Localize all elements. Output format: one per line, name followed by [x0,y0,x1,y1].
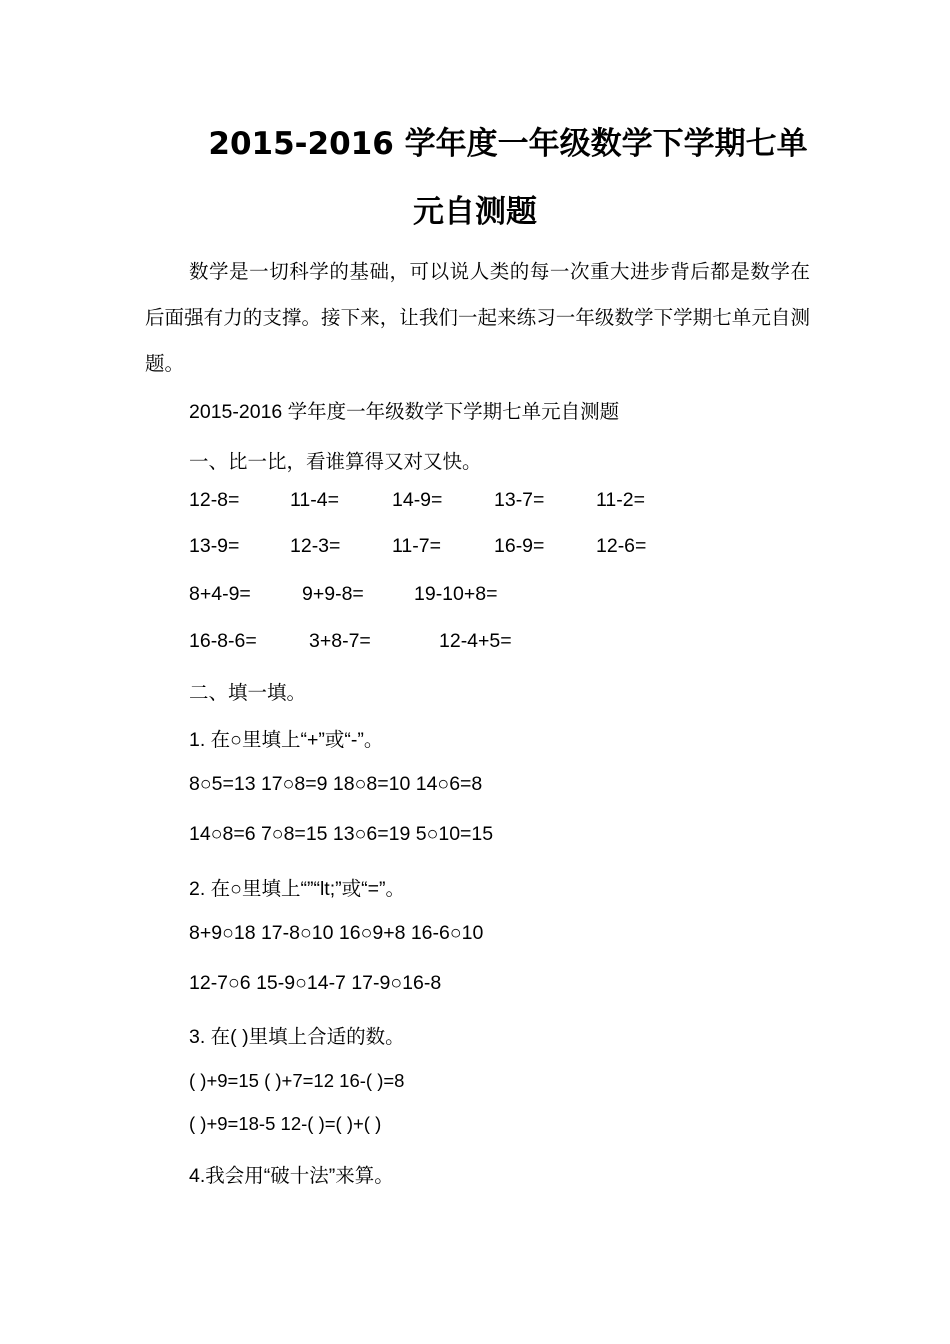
exercise-item: 12-3= [290,535,341,557]
question-2-line-2: 12-7○6 15-9○14-7 17-9○16-8 [189,972,442,994]
question-2-line-1: 8+9○18 17-8○10 16○9+8 16-6○10 [189,922,484,944]
exercise-item: 11-2= [596,489,645,511]
subtitle: 2015-2016 学年度一年级数学下学期七单元自测题 [189,401,620,423]
section-1-heading: 一、比一比，看谁算得又对又快。 [189,450,482,473]
question-3-line-1: ( )+9=15 ( )+7=12 16-( )=8 [189,1070,405,1091]
exercise-item: 11-7= [392,535,441,557]
exercise-item: 3+8-7= [309,630,371,652]
exercise-item: 11-4= [290,489,339,511]
question-1: 1. 在○里填上“+”或“-”。 [189,729,384,751]
exercise-item: 8+4-9= [189,583,251,605]
question-1-line-1: 8○5=13 17○8=9 18○8=10 14○6=8 [189,773,483,795]
question-2: 2. 在○里填上“”“lt;”或“=”。 [189,878,405,900]
exercise-item: 14-9= [392,489,443,511]
exercise-item: 13-9= [189,535,240,557]
exercise-item: 12-6= [596,535,647,557]
document-title-line-1: 2015-2016 学年度一年级数学下学期七单 [208,126,808,162]
document-title-line-2: 元自测题 [413,194,537,230]
section-2-heading: 二、填一填。 [189,681,307,704]
exercise-item: 19-10+8= [414,583,498,605]
exercise-item: 12-4+5= [439,630,512,652]
exercise-item: 12-8= [189,489,240,511]
question-3-line-2: ( )+9=18-5 12-( )=( )+( ) [189,1113,382,1134]
exercise-item: 13-7= [494,489,545,511]
question-4: 4.我会用“破十法”来算。 [189,1165,394,1187]
question-3: 3. 在( )里填上合适的数。 [189,1026,405,1048]
exercise-item: 9+9-8= [302,583,364,605]
exercise-item: 16-9= [494,535,545,557]
question-1-line-2: 14○8=6 7○8=15 13○6=19 5○10=15 [189,823,494,845]
exercise-item: 16-8-6= [189,630,257,652]
intro-text: 数学是一切科学的基础，可以说人类的每一次重大进步背后都是数学在后面强有力的支撑。接下来，让我们一起来练习一年级数学下学期七单元自测题。 [145,260,810,375]
intro-paragraph [145,249,810,387]
